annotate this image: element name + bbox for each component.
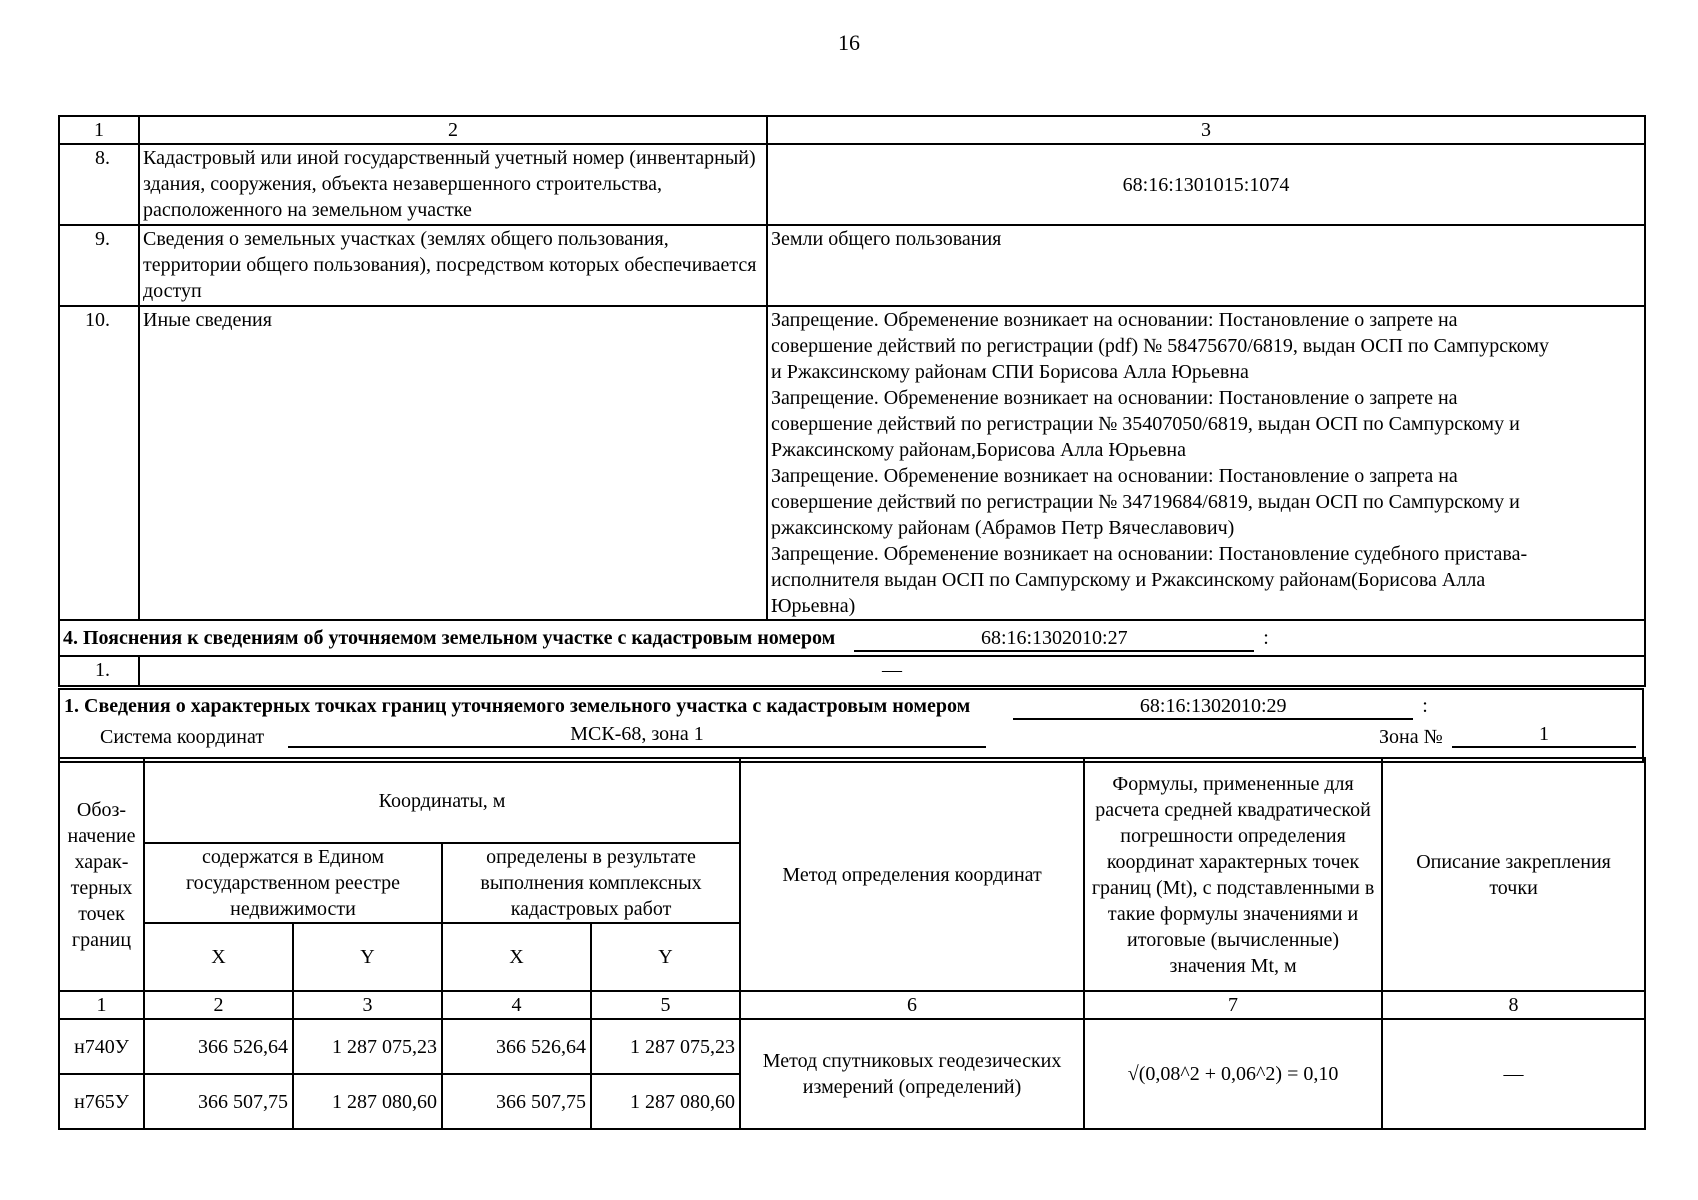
x-header: X xyxy=(144,923,293,991)
encumbrance-line: ржаксинскому районам (Абрамов Петр Вячеславович) xyxy=(771,517,1235,539)
other-info xyxy=(767,306,1645,620)
col-header: 1 xyxy=(59,116,139,144)
header-row xyxy=(59,758,1645,843)
col-number: 6 xyxy=(740,991,1084,1019)
col-number: 8 xyxy=(1382,991,1645,1019)
boundary-points-table xyxy=(58,757,1646,1130)
section-4-cadastral: 68:16:1302010:27 xyxy=(854,626,1254,652)
table-header-row xyxy=(59,116,1645,144)
section-1-title: 1. Сведения о характерных точках границ уточняемого земельного участка с кадастровым номером xyxy=(64,695,971,717)
egrn-header: содержатся в Едином государственном реестре недвижимости xyxy=(144,843,442,923)
section-1-header xyxy=(58,688,1644,763)
col-number: 1 xyxy=(59,991,144,1019)
column-numbers-row xyxy=(59,991,1645,1019)
kkr-x: 366 526,64 xyxy=(442,1019,591,1074)
kkr-y: 1 287 080,60 xyxy=(591,1074,740,1129)
encumbrance-line: Запрещение. Обременение возникает на основании: Постановление о запрете на xyxy=(771,309,1458,331)
egrn-y: 1 287 080,60 xyxy=(293,1074,442,1129)
table-row xyxy=(59,225,1645,306)
fixing-value: — xyxy=(1382,1019,1645,1129)
access-info: Земли общего пользования xyxy=(767,225,1645,306)
section-1-colon: : xyxy=(1422,695,1428,717)
section-4-title: 4. Пояснения к сведениям об уточняемом земельном участке с кадастровым номером xyxy=(63,626,836,649)
kkr-header: определены в результате выполнения комплексных кадастровых работ xyxy=(442,843,740,923)
section-4-colon: : xyxy=(1263,626,1269,649)
x-header: X xyxy=(442,923,591,991)
row-number: 8. xyxy=(59,144,139,225)
encumbrance-line: Запрещение. Обременение возникает на основании: Постановление судебного пристава- xyxy=(771,543,1528,565)
col-number: 5 xyxy=(591,991,740,1019)
kkr-x: 366 507,75 xyxy=(442,1074,591,1129)
y-header: Y xyxy=(293,923,442,991)
encumbrance-line: Ржаксинскому районам,Борисова Алла Юрьевна xyxy=(771,439,1186,461)
section-4-value: — xyxy=(139,656,1645,686)
coord-system-label: Система координат xyxy=(100,726,265,748)
table-row xyxy=(59,656,1645,686)
point-id: н765У xyxy=(59,1074,144,1129)
encumbrance-line: исполнителя выдан ОСП по Сампурскому и Ржаксинскому районам(Борисова Алла xyxy=(771,569,1486,591)
col-number: 2 xyxy=(144,991,293,1019)
y-header: Y xyxy=(591,923,740,991)
encumbrance-line: совершение действий по регистрации № 34719684/6819, выдан ОСП по Сампурскому и xyxy=(771,491,1520,513)
encumbrance-line: и Ржаксинскому районам СПИ Борисова Алла Юрьевна xyxy=(771,361,1249,383)
row-number: 9. xyxy=(59,225,139,306)
coordinates-header: Координаты, м xyxy=(144,758,740,843)
col-header: 2 xyxy=(139,116,767,144)
coord-system-value: МСК-68, зона 1 xyxy=(288,722,986,748)
section-4-header xyxy=(59,620,1645,656)
row-number: 10. xyxy=(59,306,139,620)
building-cadastral-number: 68:16:1301015:1074 xyxy=(767,144,1645,225)
fixing-header: Описание закрепления точки xyxy=(1382,758,1645,991)
row-label: Сведения о земельных участках (землях общего пользования, территории общего пользования), посредством которых обеспечивается доступ xyxy=(139,225,767,306)
zone-value: 1 xyxy=(1452,722,1636,748)
row-number: 1. xyxy=(59,656,139,686)
col-number: 3 xyxy=(293,991,442,1019)
col-number: 7 xyxy=(1084,991,1382,1019)
encumbrance-line: Запрещение. Обременение возникает на основании: Постановление о запрете на xyxy=(771,387,1458,409)
method-header: Метод определения координат xyxy=(740,758,1084,991)
section-1-cadastral: 68:16:1302010:29 xyxy=(1013,694,1413,720)
col-header: 3 xyxy=(767,116,1645,144)
egrn-x: 366 526,64 xyxy=(144,1019,293,1074)
row-label: Кадастровый или иной государственный учетный номер (инвентарный) здания, сооружения, объекта незавершенного строительства, расположенного на земельном участке xyxy=(139,144,767,225)
formula-value: √(0,08^2 + 0,06^2) = 0,10 xyxy=(1084,1019,1382,1129)
table-row xyxy=(59,1019,1645,1074)
page-number: 16 xyxy=(838,30,860,55)
table-row xyxy=(59,306,1645,620)
col-number: 4 xyxy=(442,991,591,1019)
encumbrance-line: совершение действий по регистрации № 35407050/6819, выдан ОСП по Сампурскому и xyxy=(771,413,1520,435)
encumbrance-line: Юрьевна) xyxy=(771,595,856,617)
table-row xyxy=(59,144,1645,225)
encumbrance-line: совершение действий по регистрации (pdf) № 58475670/6819, выдан ОСП по Сампурскому xyxy=(771,335,1550,357)
zone-label: Зона № xyxy=(1379,726,1443,748)
row-label: Иные сведения xyxy=(139,306,767,620)
encumbrance-line: Запрещение. Обременение возникает на основании: Постановление о запрета на xyxy=(771,465,1458,487)
parcel-info-table xyxy=(58,115,1646,687)
point-id: н740У xyxy=(59,1019,144,1074)
designation-header: Обоз- начение харак- терных точек границ xyxy=(59,758,144,991)
formula-header: Формулы, примененные для расчета средней квадратической погрешности определения координат характерных точек границ (Mt), с подставленными в такие формулы значениями и итоговые (вычисленные) значения Mt, м xyxy=(1084,758,1382,991)
kkr-y: 1 287 075,23 xyxy=(591,1019,740,1074)
egrn-y: 1 287 075,23 xyxy=(293,1019,442,1074)
egrn-x: 366 507,75 xyxy=(144,1074,293,1129)
method-value: Метод спутниковых геодезических измерений (определений) xyxy=(740,1019,1084,1129)
